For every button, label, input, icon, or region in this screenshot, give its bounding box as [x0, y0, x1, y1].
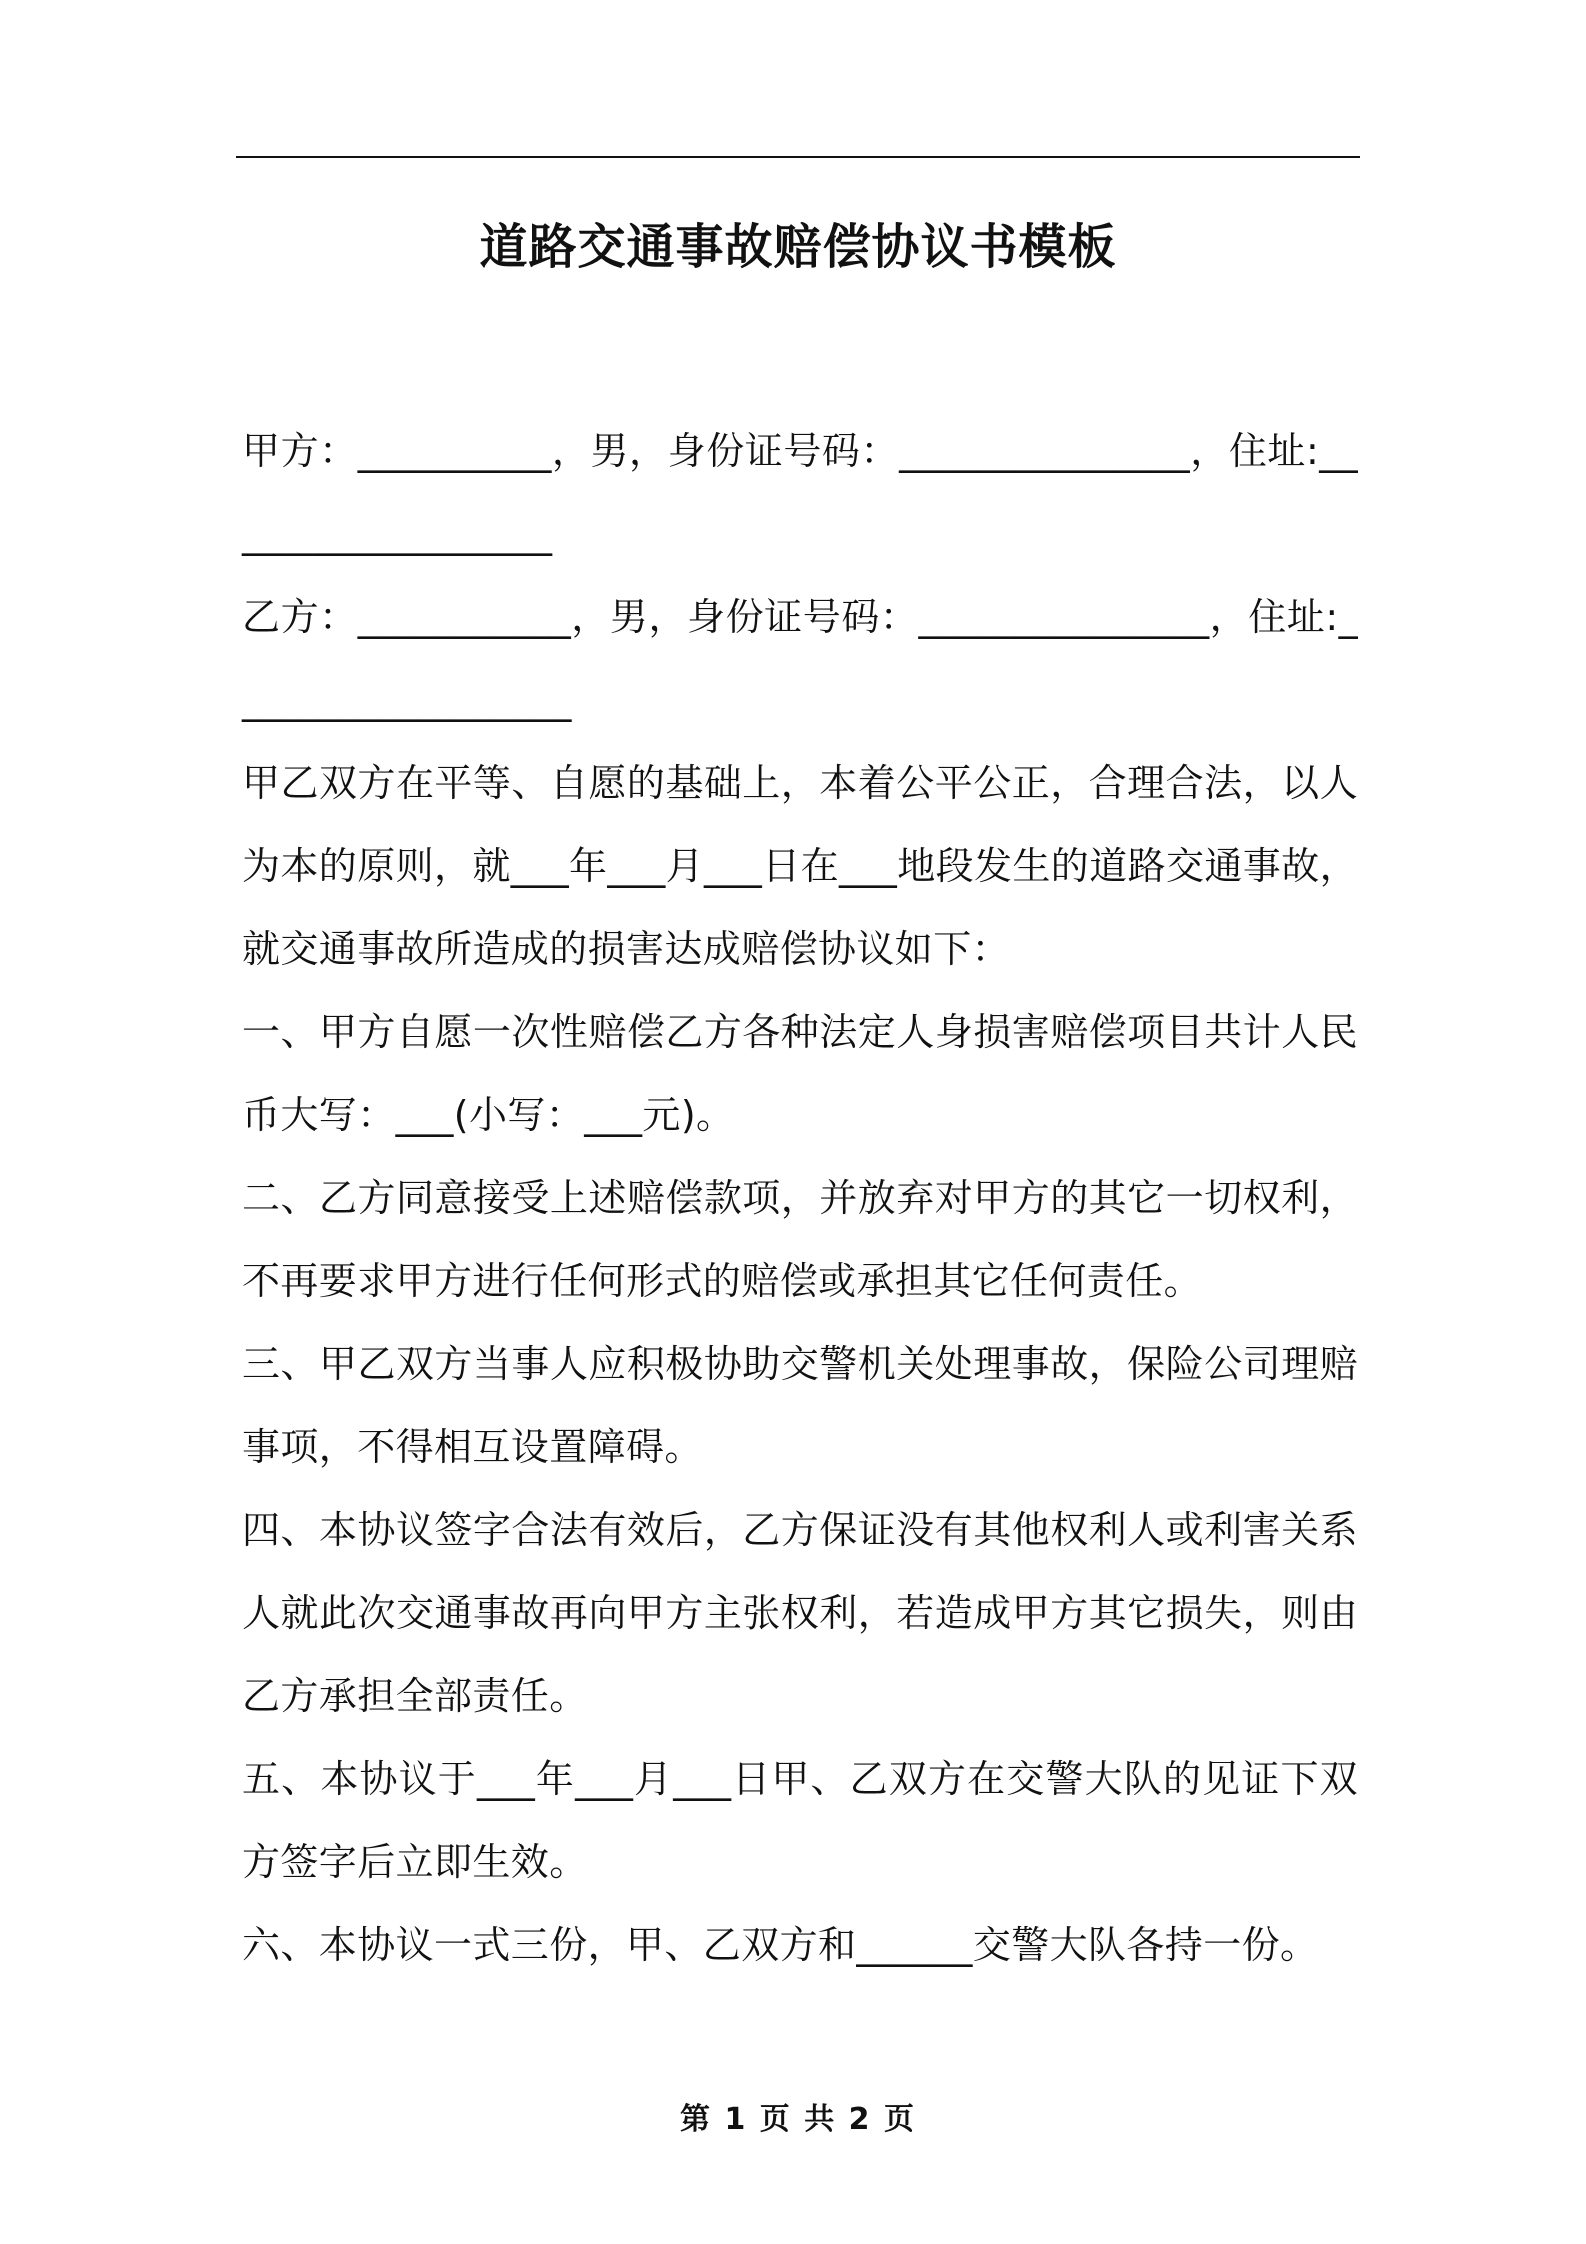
clause-3: 三、甲乙双方当事人应积极协助交警机关处理事故，保险公司理赔事项，不得相互设置障碍。 — [242, 1342, 1358, 1469]
clause-5: 五、本协议于___年___月___日甲、乙双方在交警大队的见证下双方签字后立即生效。 — [242, 1757, 1358, 1884]
clause-1: 一、甲方自愿一次性赔偿乙方各种法定人身损害赔偿项目共计人民币大写：___(小写：___元)。 — [242, 1010, 1358, 1137]
document-body — [242, 410, 1358, 1987]
party-a-paragraph: 甲方：__________，男，身份证号码：_______________，住址:__________________ — [242, 429, 1358, 556]
clause-4: 四、本协议签字合法有效后，乙方保证没有其他权利人或利害关系人就此次交通事故再向甲方主张权利，若造成甲方其它损失，则由乙方承担全部责任。 — [242, 1508, 1358, 1718]
document-title: 道路交通事故赔偿协议书模板 — [479, 219, 1117, 275]
clause-2: 二、乙方同意接受上述赔偿款项，并放弃对甲方的其它一切权利，不再要求甲方进行任何形式的赔偿或承担其它任何责任。 — [242, 1176, 1358, 1303]
party-b-paragraph: 乙方：___________，男，身份证号码：_______________，住址:__________________ — [242, 595, 1358, 722]
clause-6: 六、本协议一式三份，甲、乙双方和______交警大队各持一份。 — [242, 1923, 1319, 1967]
preamble-paragraph: 甲乙双方在平等、自愿的基础上，本着公平公正，合理合法，以人为本的原则，就___年___月___日在___地段发生的道路交通事故，就交通事故所造成的损害达成赔偿协议如下： — [242, 761, 1359, 971]
header-rule — [236, 156, 1360, 158]
page-number: 第 1 页 共 2 页 — [680, 2102, 916, 2137]
